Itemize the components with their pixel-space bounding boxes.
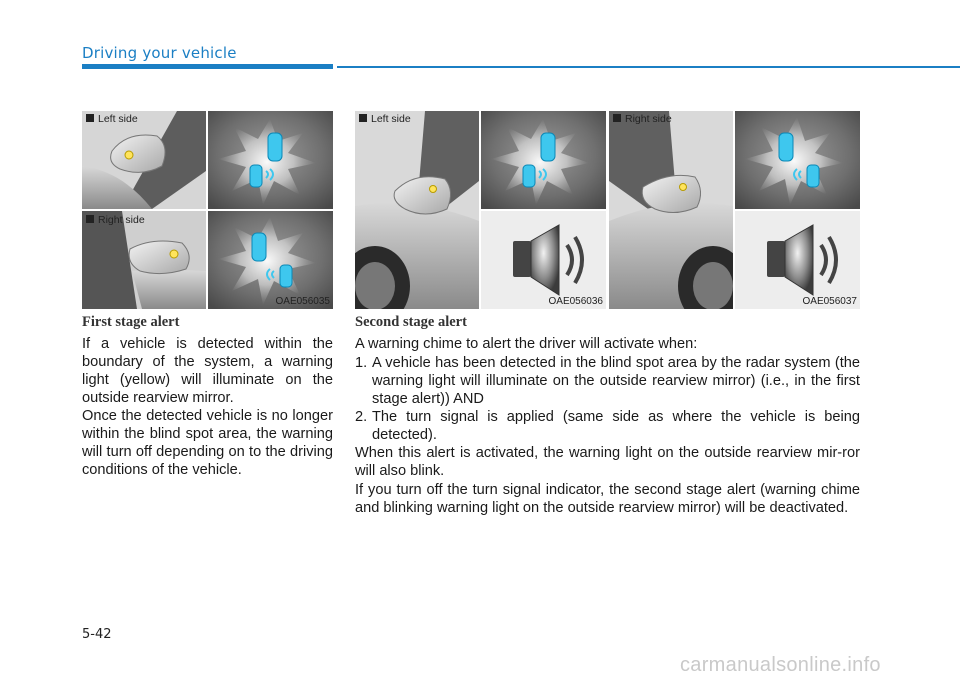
bullet-square-icon: [359, 114, 367, 122]
radar-image: [481, 111, 606, 209]
car-side-image: [609, 111, 733, 309]
radar-image-left: [208, 111, 333, 209]
caption-text: Right side: [625, 113, 672, 125]
second-stage-paragraph: When this alert is activated, the warning light on the outside rearview mir-ror will also blink.: [355, 445, 860, 479]
figure-code: OAE056037: [802, 296, 857, 307]
second-stage-paragraph: If you turn off the turn signal indicator, the second stage alert (warning chime and blinking warning light on the outside rearview mirror) will be deactivated.: [355, 482, 860, 516]
watermark: carmanualsonline.info: [680, 654, 881, 676]
list-item: [355, 408, 860, 444]
figure-second-stage-left: [355, 111, 606, 309]
list-text: The turn signal is applied (same side as where the vehicle is being detected).: [372, 409, 860, 443]
figure-caption: [86, 113, 138, 125]
speaker-image: [481, 211, 606, 309]
radar-image: [735, 111, 860, 209]
first-stage-paragraph: Once the detected vehicle is no longer within the blind spot area, the warning will turn off depending on to the driving conditions of the vehicle.: [82, 408, 333, 478]
second-stage-heading: Second stage alert: [355, 314, 467, 330]
list-number: 1.: [355, 355, 368, 371]
header-rule-thin: [337, 66, 960, 68]
bullet-square-icon: [86, 114, 94, 122]
first-stage-heading: First stage alert: [82, 314, 180, 330]
header-rule-thick: [82, 64, 333, 69]
speaker-image: [735, 211, 860, 309]
figure-first-stage: [82, 111, 333, 309]
list-item: [355, 354, 860, 408]
list-number: 2.: [355, 409, 368, 425]
caption-text: Left side: [98, 113, 138, 125]
bullet-square-icon: [86, 215, 94, 223]
car-side-image: [355, 111, 479, 309]
first-stage-paragraph: If a vehicle is detected within the boundary of the system, a warning light (yellow) will illuminate on the outside rearview mirror.: [82, 336, 333, 406]
figure-second-stage-right: [609, 111, 860, 309]
radar-image-right: [208, 211, 333, 309]
second-stage-intro: A warning chime to alert the driver will activate when:: [355, 336, 698, 352]
figure-caption: [86, 214, 145, 226]
page-number: 5-42: [82, 627, 112, 642]
mirror-image-left: [82, 111, 206, 209]
list-text: A vehicle has been detected in the blind spot area by the radar system (the warning light will illuminate on the outside rearview mirror) (i.e., in the first stage alert)) AND: [372, 355, 860, 407]
figure-caption: [613, 113, 672, 125]
bullet-square-icon: [613, 114, 621, 122]
figure-caption: [359, 113, 411, 125]
section-title: Driving your vehicle: [82, 44, 237, 62]
caption-text: Right side: [98, 214, 145, 226]
caption-text: Left side: [371, 113, 411, 125]
figure-code: OAE056036: [548, 296, 603, 307]
figure-code: OAE056035: [275, 296, 330, 307]
